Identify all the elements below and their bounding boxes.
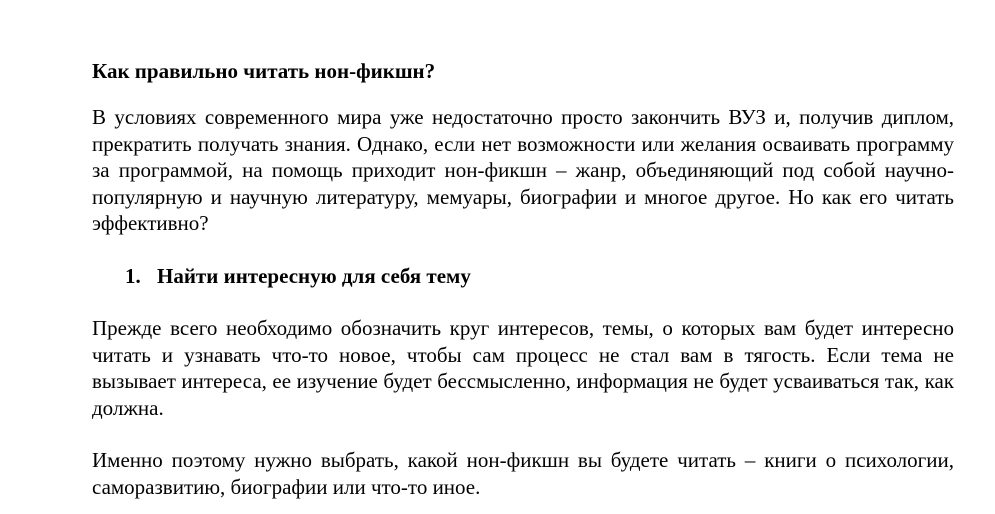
list-item-heading-text: Найти интересную для себя тему — [157, 264, 471, 288]
list-item-number: 1. — [125, 264, 141, 288]
body-paragraph-2: Именно поэтому нужно выбрать, какой нон-фикшн вы будете читать – книги о психологии, саморазвитию, биографии или что-то иное. — [92, 448, 954, 499]
document-title: Как правильно читать нон-фикшн? — [92, 59, 436, 83]
list-item-heading — [125, 263, 471, 289]
intro-paragraph: В условиях современного мира уже недостаточно просто закончить ВУЗ и, получив диплом, прекратить получать знания. Однако, если нет возможности или желания осваивать программу за программой, на помощь приходит нон-фикшн – жанр, объединяющий под собой научно-популярную и научную литературу, мемуары, биографии и многое другое. Но как его читать эффективно? — [92, 105, 954, 235]
body-paragraph-1: Прежде всего необходимо обозначить круг интересов, темы, о которых вам будет интересно читать и узнавать что-то новое, чтобы сам процесс не стал вам в тягость. Если тема не вызывает интереса, ее изучение будет бессмысленно, информация не будет усваиваться так, как должна. — [92, 316, 954, 420]
